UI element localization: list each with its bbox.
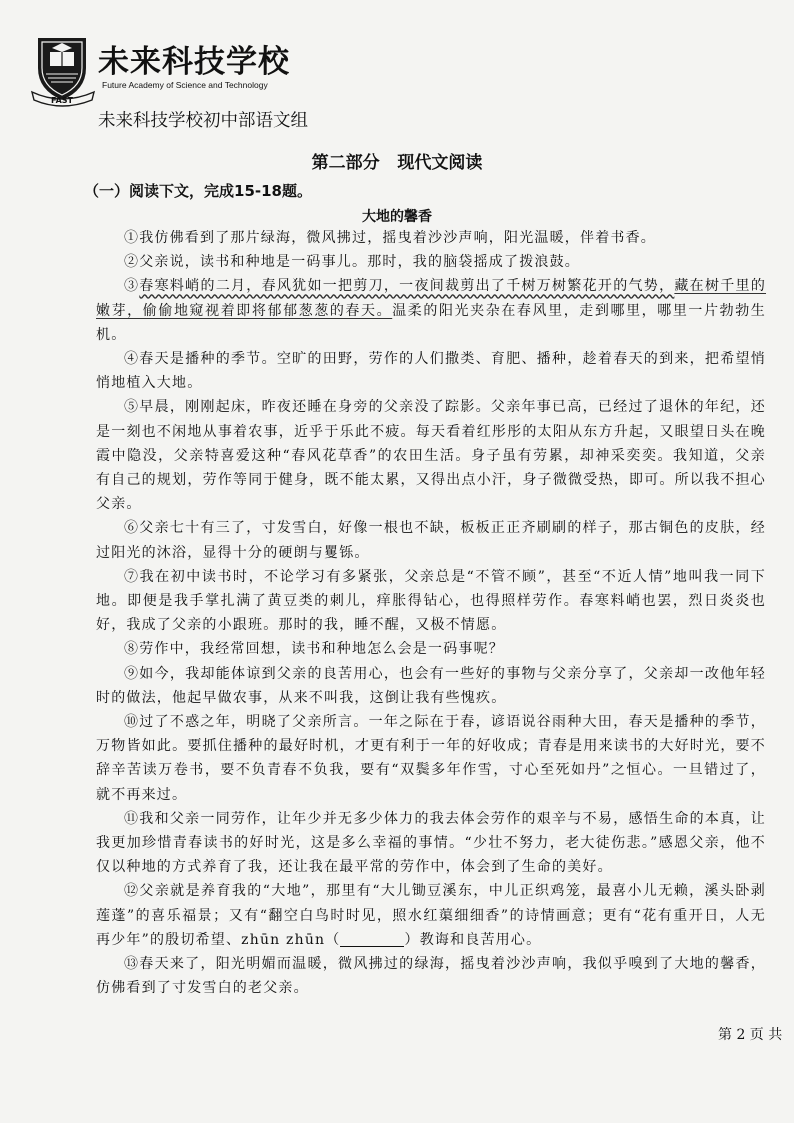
school-name-english: Future Academy of Science and Technology [102, 80, 268, 90]
crest-banner-text: FAST [51, 96, 73, 105]
paragraph-6: ⑥父亲七十有三了，寸发雪白，好像一根也不缺，板板正正齐刷刷的样子，那古铜色的皮肤，经过阳光的沐浴，显得十分的硬朗与矍铄。 [96, 520, 766, 561]
paragraph-8: ⑧劳作中，我经常回想，读书和种地怎么会是一码事呢？ [124, 641, 504, 658]
paragraph-4: ④春天是播种的季节。空旷的田野，劳作的人们撒类、育肥、播种，趁着春天的到来，把希望悄悄地植入大地。 [96, 351, 766, 392]
article-body [96, 226, 766, 1001]
page-number: 第 2 页 共 [718, 1027, 783, 1043]
paragraph-7: ⑦我在初中读书时，不论学习有多紧张，父亲总是“不管不顾”，甚至“不近人情”地叫我一同下地。即便是我手掌扎满了黄豆类的刺儿，痒胀得钻心，也得照样劳作。春寒料峭也罢，烈日炎炎也好，我成了父亲的小跟班。那时的我，睡不醒，又极不情愿。 [96, 568, 766, 634]
paragraph-1: ①我仿佛看到了那片绿海，微风拂过，摇曳着沙沙声响，阳光温暖，伴着书香。 [124, 230, 656, 246]
group-name: 未来科技学校初中部语文组 [98, 111, 308, 131]
paragraph-2: ②父亲说，读书和种地是一码事儿。那时，我的脑袋摇成了拨浪鼓。 [124, 254, 580, 271]
article-title: 大地的馨香 [362, 209, 432, 225]
paragraph-9: ⑨如今，我却能体谅到父亲的良苦用心，也会有一些好的事物与父亲分享了，父亲却一改他年轻时的做法，他起早做农事，从来不叫我，这倒让我有些愧疚。 [96, 665, 766, 706]
part-title: 第二部分 现代文阅读 [311, 153, 483, 173]
underlined-sentence: 藏在树千里的嫩芽，偷偷地窥视着即将郁郁葱葱的春天。 [96, 278, 767, 319]
paragraph-5: ⑤早晨，刚刚起床，昨夜还睡在身旁的父亲没了踪影。父亲年事已高，已经过了退休的年纪，还是一刻也不闲地从事着农事，近乎于乐此不疲。每天看着红彤彤的太阳从东方升起，又眼望日头在晚霞中隐没，父亲特喜爱这种“春风花草香”的农田生活。身子虽有劳累，却神采奕奕。我知道，父亲有自己的规划，劳作等同于健身，既不能太累，又得出点小汗，身子微微受热，即可。所以我不担心父亲。 [96, 399, 766, 513]
blank-close-paren: ） [404, 931, 420, 948]
school-header [30, 30, 330, 110]
paragraph-10: ⑩过了不惑之年，明晓了父亲所言。一年之际在于春，谚语说谷雨种大田，春天是播种的季节，万物皆如此。要抓住播种的最好时机，才更有利于一年的好收成；青春是用来读书的大好时光，要不辞辛苦读万卷书，要不负青春不负我，要有“双鬓多年作雪，寸心至死如丹”之恒心。一旦错过了，就不再来过。 [96, 714, 766, 803]
section-title: （一）阅读下文，完成15-18题。 [84, 182, 312, 200]
paragraph-12-tail: 教诲和良苦用心。 [419, 931, 542, 948]
paragraph-3-tail: 温柔的阳光夹杂在春风里，走到哪里，哪里一片勃勃生机。 [96, 302, 766, 343]
blank-open-paren: （ [325, 931, 341, 948]
school-name: 未来科技学校 [98, 44, 290, 80]
school-crest-icon [30, 30, 100, 108]
paragraph-3-number: ③ [124, 278, 140, 295]
wavy-underlined-sentence: 春寒料峭的二月，春风犹如一把剪刀，一夜间裁剪出了千树万树繁花开的气势， [139, 278, 675, 295]
pinyin-prompt: zhūn zhūn [241, 931, 326, 948]
paragraph-3 [96, 274, 766, 347]
paragraph-12-text: ⑫父亲就是养育我的“大地”，那里有“大儿锄豆溪东，中儿正织鸡笼，最喜小儿无赖，溪头卧剥莲蓬”的喜乐福景；又有“翻空白鸟时时见，照水红蕖细细香”的诗情画意；更有“花有重开日，人无再少年”的殷切希望、 [96, 883, 766, 948]
paragraph-12 [96, 879, 766, 952]
paragraph-13: ⑬春天来了，阳光明媚而温暖，微风拂过的绿海，摇曳着沙沙声响，我似乎嗅到了大地的馨香，仿佛看到了寸发雪白的老父亲。 [96, 956, 766, 997]
paragraph-11: ⑪我和父亲一同劳作，让年少并无多少体力的我去体会劳作的艰辛与不易，感悟生命的本真，让我更加珍惜青春读书的好时光，这是多么幸福的事情。“少壮不努力，老大徒伤悲。”感恩父亲，他不仅以种地的方式养育了我，还让我在最平常的劳作中，体会到了生命的美好。 [96, 810, 766, 876]
fill-in-blank[interactable] [340, 932, 404, 947]
